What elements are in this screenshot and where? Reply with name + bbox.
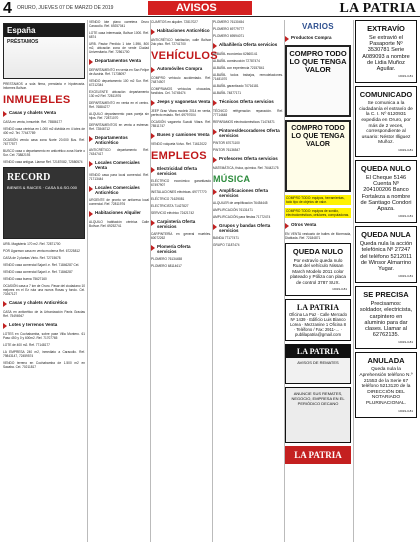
highlighted-classified: COMPRO TODO: equipos, herramientas, todo tipo de objetos de valor. (285, 195, 351, 205)
notice-comunicado: COMUNICADO Se comunica a la ciudadanía el extravío de la C. I. Nº 6120931 expedida en Oruro, por más de 2 veces, correspondiente al usuario: Néstor Illiguez Muñoz. I2019-3-81 (355, 86, 417, 157)
category: Lotes y terrenos Venta (3, 322, 85, 329)
classified-text: VENDO casa comercial Sajari I.e. Ref. 71846287 Cel. (3, 263, 80, 267)
category: Casas y chalets Venta (3, 110, 85, 117)
arrow-icon (285, 36, 289, 42)
classified-text: EN VENTA vestuario de bailes de Morenada, Diablada. Ref. 72184871 (285, 232, 351, 240)
bank-ad (3, 23, 85, 79)
classified-text: COMPRAMOS vehículos chocados, fundidos. Cel. 74745474 (151, 87, 211, 95)
classified-text: VENDO casa buena 75627160 (3, 277, 47, 281)
classified-text: PLOMERO 76130454 (213, 20, 245, 24)
classified-text: PRESTAMOS a sola firma, prendaria e hipotecaria. Informes Bolivar. (3, 82, 85, 90)
classified-text: OCASIÓN casa a 7 km de Oruro. Pasar del ciudadano 10 mejores en el Ez ruta una nueva Rosas y fondo. Cel. 70267127 (3, 284, 85, 296)
column-1 (3, 20, 85, 542)
classified-text: SERVICIO eléctrico 72421742 (151, 211, 194, 215)
arrow-icon (213, 224, 217, 230)
classified-text: ANTICRÉTICO habitación, calle Bolivar 2do piso. Ref. 72741700 (151, 38, 211, 46)
category: Automóviles Compra (151, 66, 211, 73)
arrow-icon (3, 323, 7, 329)
section-title: AVISOS (148, 1, 252, 15)
classified-text: ALBAÑIL económico 62660141 (213, 52, 258, 56)
arrow-icon (89, 211, 93, 217)
classified-text: VENDO departamento 100 m2 Sur. Ref. 67212344 (89, 79, 149, 87)
classified-text: LOTE casa interesada, Bolivar 1000. Ref. 6874 (89, 31, 149, 39)
classified-text: VENDO casa para local comercial. Ref. 71713444 (89, 173, 149, 181)
classified-text: ELÉCTRICO económico garantizado 67497907 (151, 179, 211, 187)
classified-text: LOTES en Cochabamba, sobre pase Villa Montero. 61 Paso 450 y 0 y 600m2. Ref. 71707765 (3, 332, 85, 340)
category: Pintores/decoradores Oferta servicios (213, 128, 283, 138)
classified-text: GRUPO 71187474 (213, 243, 240, 247)
classified-text: ALBAÑIL con experiencia 72157841 (213, 66, 265, 70)
classified-text: ELECTRICISTA 71427827 (151, 204, 189, 208)
category: Locales Comerciales Venta (89, 160, 149, 170)
arrow-icon (151, 220, 155, 226)
classified-text: DEPARTAMENTOS en venta a estrenar. Ref. 72846712 (89, 123, 149, 131)
classified-text: BUSCO casa o departamento en anticrético zona Norte o Sur. Cel: 73882193 (3, 149, 85, 157)
column-5 (285, 20, 351, 542)
classified-text: OCASIÓN vagoneta Suzuki Vitara. Ref. 78511747 (151, 120, 211, 128)
arrow-icon (213, 100, 217, 106)
notice-se-precisa: SE PRECISA Precisamos: soldador, electricista, carpintero en aluminio para dar clases. Llamar al 62762135. I2019-3-81 (355, 286, 417, 349)
classified-text: CASA en anticrético de la Urbanización Panis Gracias Ref. 75496947 (3, 310, 85, 318)
classified-text: JEEP Gran Vitara modelo 2014 en venta, perfecto estado. Ref. 69797004 (151, 109, 211, 117)
category: Carpintería Oferta servicios (151, 219, 211, 229)
classified-text: CARPINTERÍA en general muebles. 60072262 (151, 232, 211, 240)
category: Amplificaciones Oferta servicios (213, 188, 283, 198)
classified-text: POR Ugarmon casa en venta moderna Ref. 67225812 (3, 249, 80, 253)
classified-text: VENDO terreno en Cochabamba de 1.500 m2 en Sacaba. Cel. 70211817 (3, 361, 85, 369)
classified-text: ANTICRÉTICO departamento Ref. 74347417 (89, 148, 149, 156)
notice-queda-nula: QUEDA NULA Queda nula la acción telefónica Nº 27247 del teléfono 5212011 de Winsor Almarrino Yugar. I2019-3-81 (355, 226, 417, 283)
category: Plomería Oferta servicios (151, 244, 211, 254)
category: Otros Venta (285, 222, 351, 229)
classified-text: ALBAÑIL 74877171 (213, 91, 242, 95)
classified-text: CASA de 2 plantas Vinto. Ref. 72715678 (3, 256, 61, 260)
notice-extravio: EXTRAVÍO Se extravió el Pasaporte Nº 3530781 Serie A089093 a nombre de Lidia Muñoz Aguilar. I2019-3-81 (355, 20, 417, 83)
category: Electricidad Oferta servicios (151, 166, 211, 176)
classified-text: VENDO lote plano carretera Oruro Caracollo. Ref. 69257041 (89, 20, 149, 28)
arrow-icon (89, 186, 93, 192)
classified-text: ALBAÑIL construcción 72787474 (213, 59, 260, 63)
arrow-icon (213, 43, 217, 49)
category: Locales Comerciales Anticrético (89, 185, 149, 195)
arrow-icon (213, 157, 217, 163)
classified-text: ALBAÑIL garantizado 70716181 (213, 84, 259, 88)
page-header (0, 0, 420, 17)
classified-text: LA EMPRESA 240 m2, inmediato a Caracollo. Ref. 79843147, 72459574 (3, 350, 85, 358)
classified-text: VENDO casa céntrica en 1.000 m2 dividida en 4 lotes de 400 m2. Tel. 77447789 (3, 127, 85, 135)
classified-text: ELÉCTRICO 71629081 (151, 197, 185, 201)
classified-text: CASA en venta, inmueble. Ref. 75586177 (3, 120, 63, 124)
arrow-icon (213, 129, 217, 135)
highlighted-classified: COMPRO TODO: equipos de sonido, electrodomésticos, celulares, computadoras. (286, 209, 350, 217)
category: Técnicos Oferta servicios (213, 99, 283, 106)
classified-text: INSTALACIONES eléctricas. 69777770 (151, 190, 207, 194)
classified-text: URB. Magisterio 170 m2. Ref. 72871700 (3, 242, 61, 246)
category: Habitaciones Anticrético (151, 28, 211, 35)
classified-text: VENDO casa comercial Sajari I.e. Ref. 71846287 (3, 270, 73, 274)
arrow-icon (3, 301, 7, 307)
category: Departamentos Venta (89, 58, 149, 65)
remates-ad: LA PATRIA AVISOS DE REMATES (285, 344, 351, 384)
arrow-icon (89, 59, 93, 65)
column-3 (151, 20, 218, 542)
arrow-icon (151, 67, 155, 73)
newspaper-logo: LA PATRIA (339, 1, 416, 16)
realestate-ad-title: RECORD (7, 172, 51, 183)
classified-text: LOTE de 400 m2. Ref. 77148177 (3, 343, 50, 347)
page-number: 4 (3, 0, 12, 17)
classified-text: VENDO casa antigua. Llamar Ref. 72187082, 72580574 (3, 160, 83, 164)
notice-anulada: ANULADA Queda nula la Aprehensión teléfono N.º 21553 de la Serie 67 teléfono 5213120 de la DIRECCIÓN DEL NOTARIADO PLURINACIONAL. I2019-3-81 (355, 352, 417, 417)
notice-queda-nulo: QUEDA NULO Por extravío queda nulo Ruat del vehículo Nissan March Modelo 2011 color plateado y Póliza con placa de control 3787 SUX. I2019-3-81 (285, 243, 351, 296)
section-heading-musica: MÚSICA (213, 174, 251, 184)
arrow-icon (89, 136, 93, 142)
realestate-ad (3, 167, 85, 239)
arrow-icon (89, 161, 93, 167)
classified-text: ALBAÑIL todos trabajos, remodelaciones. 71481070 (213, 73, 283, 81)
arrow-icon (151, 167, 155, 173)
classified-text: ALQUILER de amplificación 76454445 (213, 201, 268, 205)
section-heading-inmuebles: INMUEBLES (3, 94, 71, 106)
classified-text: ALQUILO habitación céntrica Calle Bolívar. Ref. 69252741 (89, 220, 149, 228)
category: Albañilería Oferta servicios (213, 42, 283, 49)
classified-text: AMPLIFICACIÓN 76131471 (213, 208, 253, 212)
arrow-icon (3, 111, 7, 117)
category: Jeeps y vagonetas Venta (151, 99, 211, 106)
classified-text: PLOMERO 68114617 (151, 264, 182, 268)
compro-ad-1: COMPRO TODO LO QUE TENGA VALOR (285, 45, 351, 117)
section-heading-empleos: EMPLEOS (151, 150, 207, 162)
realestate-ad-sub: BIENES & RAICES · CASA 5.6.SO.000 (7, 185, 78, 190)
header-date: ORURO, JUEVES 07 DE MARZO DE 2019 (17, 5, 114, 11)
category: Productos Compra (285, 35, 351, 42)
arrow-icon (151, 133, 155, 139)
classified-text: MATEMÁTICA, física, química. Ref. 76442175 (213, 166, 279, 170)
anuncie-ad: ANUNCIE SUS REMATES, NEGOCIO, EMPRESA EN EL PERIÓDICO DECANO (285, 387, 351, 443)
category: Buses y camiones Venta (151, 132, 211, 139)
category: Habitaciones Alquiler (89, 210, 149, 217)
category: Grupos y bandas Oferta servicios (213, 223, 283, 233)
section-heading-vehiculos: VEHÍCULOS (151, 50, 218, 62)
arrow-icon (285, 223, 289, 229)
classified-text: AMPLIFICACIÓN para fiestas 71772474 (213, 215, 271, 219)
classified-text: PINTOR 67071100 (213, 141, 240, 145)
classified-text: URB. Pastor Perdido 1 lote 1.596, 800 m2, ubicación zona de verde Ciudad Universitaria. Ref. 72561700 (89, 42, 149, 54)
classified-text: REPARAMOS electrodomésticos 71474871 (213, 120, 275, 124)
classified-text: PINTOR 76136547 (213, 148, 241, 152)
la-patria-banner: LA PATRIA (285, 446, 351, 464)
compro-ad-2: COMPRO TODO LO QUE TENGA VALOR (285, 120, 351, 192)
classified-text: PLOMERO 69594071 (213, 34, 245, 38)
la-patria-office-box: LA PATRIA Oficina La Paz · Calle Mercado Nº 1439 · Edificio Luis Blanco Lorea · Mezzanine 1 Oficina 8 · Teléfono / Fax: 2911-… · publilapatria@gmail.com (285, 299, 351, 341)
arrow-icon (151, 29, 155, 35)
classified-text: DEPARTAMENTO en venta en el centro. Ref. 76884277 (89, 101, 149, 109)
classified-text: EXCELENTE ubicación departamento 130 m2 Ref. 72811976 (89, 90, 149, 98)
bank-ad-brand: España (4, 24, 84, 37)
classified-text: VENDO volqueta Volvo. Ref. 71612022 (151, 142, 207, 146)
classified-text: URGENTE de pronto se anticresa local comercial. Ref. 72811976 (89, 198, 149, 206)
section-heading-varios: VARIOS (302, 22, 334, 31)
column-6 (355, 20, 417, 542)
classified-text: CUARTOS en alquiler. 72817027 (151, 20, 198, 24)
category: Profesores Oferta servicios (213, 156, 283, 163)
classified-text: BANDA 77177471 (213, 236, 239, 240)
classified-text: COMPRO vehículo accidentado. Ref. 74874507 (151, 76, 211, 84)
classified-text: DEPARTAMENTO en venta en San Felipe de Austria. Ref. 71738097 (89, 68, 149, 76)
arrow-icon (213, 189, 217, 195)
classified-text: TÉCNICO refrigeración reparación. Ref. 77714648 (213, 109, 283, 117)
category: Casas y chalets Anticrético (3, 300, 85, 307)
category: Departamentos Anticrético (89, 135, 149, 145)
classified-text: PLOMERO 76134458 (151, 257, 183, 261)
notice-queda-nulo-cheque: QUEDA NULO El Cheque 5146 Cuenta Nº 204100206 Banco Fortaleza a nombre de Santiago Condori Apaza. I2019-3-81 (355, 160, 417, 223)
arrow-icon (151, 100, 155, 106)
arrow-icon (151, 245, 155, 251)
classified-text: PLOMERO 69779777 (213, 27, 245, 31)
column-2 (89, 20, 149, 542)
bank-ad-sub: PRÉSTAMOS (7, 39, 39, 45)
classified-text: ALQUILO departamento para pareja sin hijos. Ref. 72871070 (89, 112, 149, 120)
classified-text: OCASIÓN vendo casa zona Norte 20.000 $us. Ref. 76777577 (3, 138, 85, 146)
column-4 (213, 20, 283, 542)
